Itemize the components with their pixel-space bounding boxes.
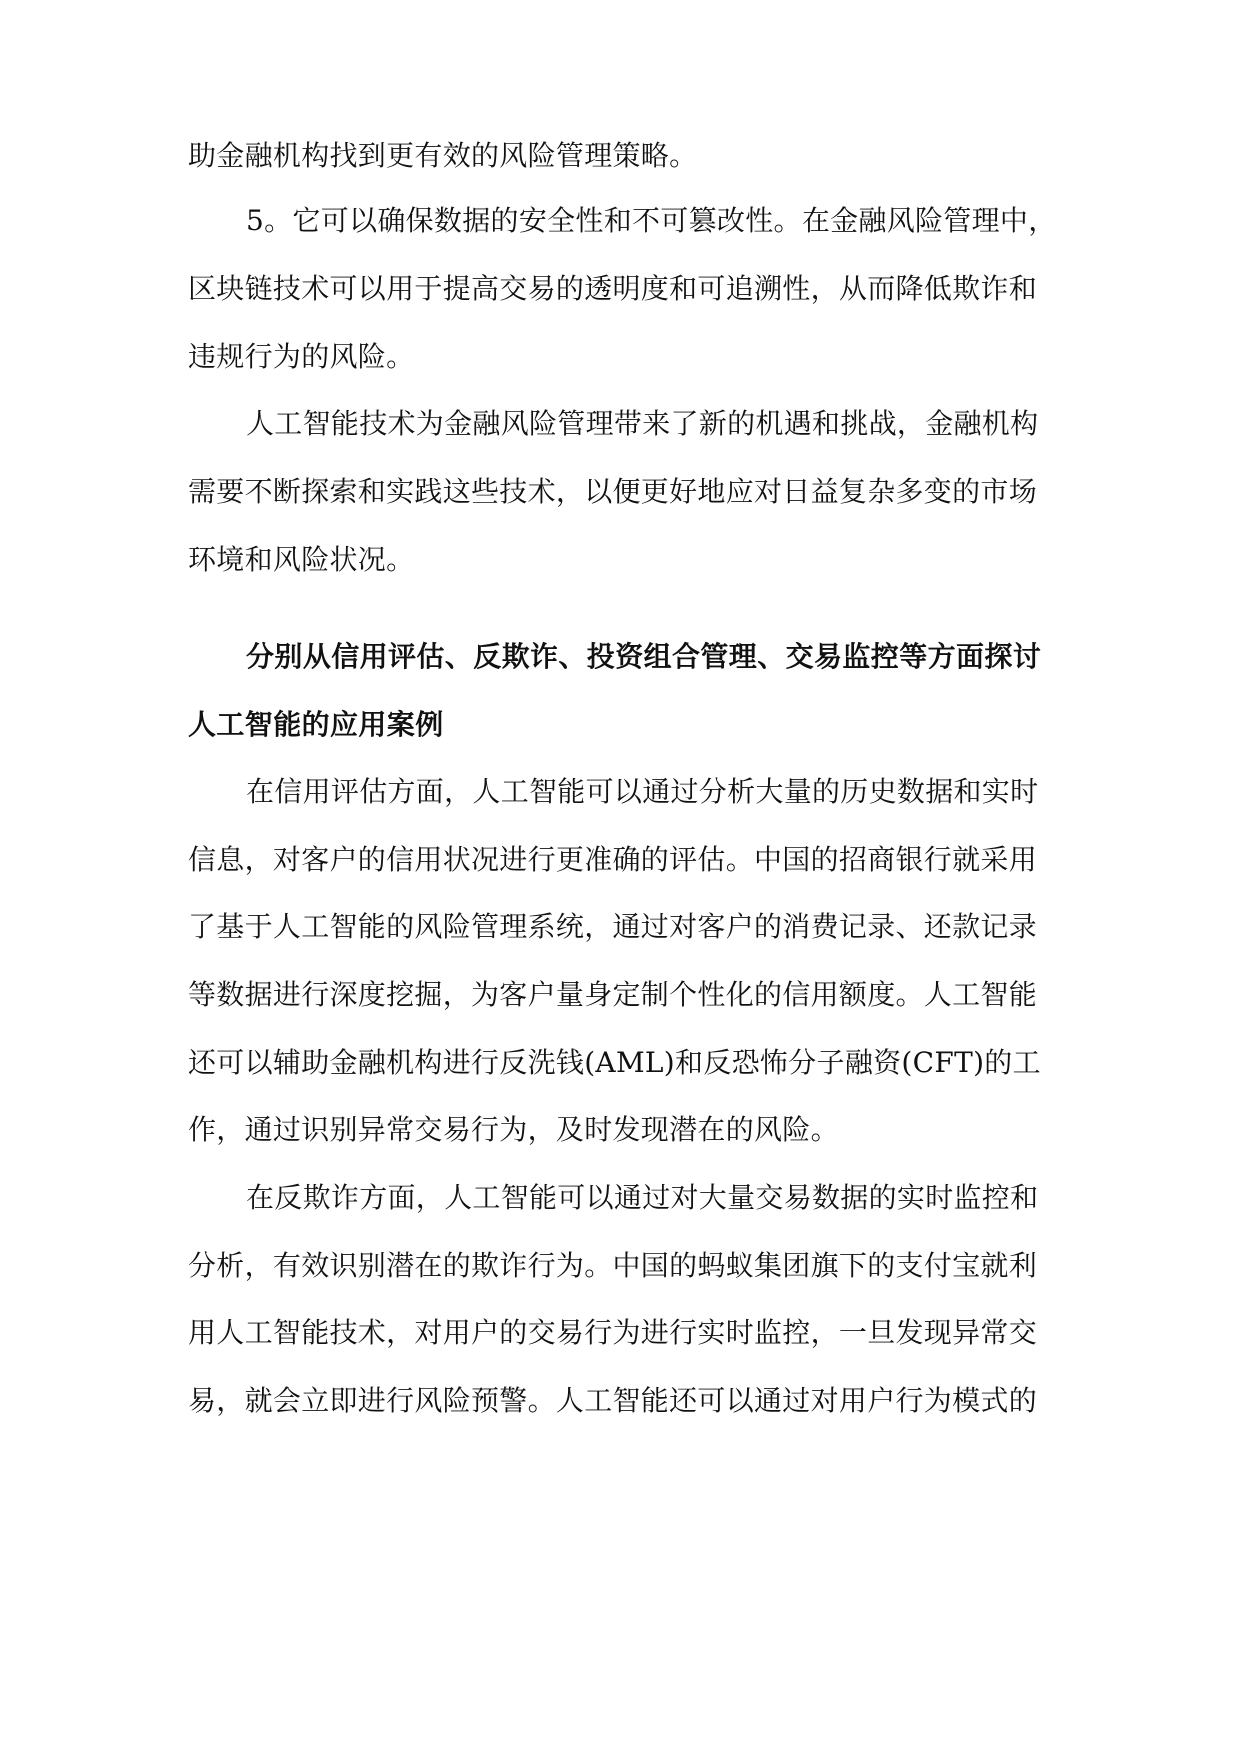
paragraph-line: 易，就会立即进行风险预警。人工智能还可以通过对用户行为模式的 xyxy=(188,1384,1038,1417)
paragraph-line: 人工智能技术为金融风险管理带来了新的机遇和挑战，金融机构 xyxy=(246,407,1039,440)
section-heading: 人工智能的应用案例 xyxy=(188,708,444,741)
paragraph-line: 5。它可以确保数据的安全性和不可篡改性。在金融风险管理中， xyxy=(246,204,1057,237)
paragraph-line: 了基于人工智能的风险管理系统，通过对客户的消费记录、还款记录 xyxy=(188,910,1038,943)
paragraph-line: 助金融机构找到更有效的风险管理策略。 xyxy=(188,139,698,172)
paragraph-line: 分析，有效识别潜在的欺诈行为。中国的蚂蚁集团旗下的支付宝就利 xyxy=(188,1249,1038,1282)
paragraph-line: 作，通过识别异常交易行为，及时发现潜在的风险。 xyxy=(188,1113,839,1146)
section-heading: 分别从信用评估、反欺诈、投资组合管理、交易监控等方面探讨 xyxy=(246,640,1042,673)
paragraph-line: 环境和风险状况。 xyxy=(188,543,415,576)
paragraph-line: 违规行为的风险。 xyxy=(188,340,415,373)
paragraph-line: 区块链技术可以用于提高交易的透明度和可追溯性，从而降低欺诈和 xyxy=(188,272,1038,305)
paragraph-line: 还可以辅助金融机构进行反洗钱(AML)和反恐怖分子融资(CFT)的工 xyxy=(188,1046,1041,1079)
paragraph-line: 等数据进行深度挖掘，为客户量身定制个性化的信用额度。人工智能 xyxy=(188,978,1038,1011)
paragraph-line: 在信用评估方面，人工智能可以通过分析大量的历史数据和实时 xyxy=(246,775,1039,808)
paragraph-line: 在反欺诈方面，人工智能可以通过对大量交易数据的实时监控和 xyxy=(246,1181,1039,1214)
paragraph-line: 信息，对客户的信用状况进行更准确的评估。中国的招商银行就采用 xyxy=(188,843,1038,876)
paragraph-line: 用人工智能技术，对用户的交易行为进行实时监控，一旦发现异常交 xyxy=(188,1316,1038,1349)
paragraph-line: 需要不断探索和实践这些技术，以便更好地应对日益复杂多变的市场 xyxy=(188,475,1038,508)
